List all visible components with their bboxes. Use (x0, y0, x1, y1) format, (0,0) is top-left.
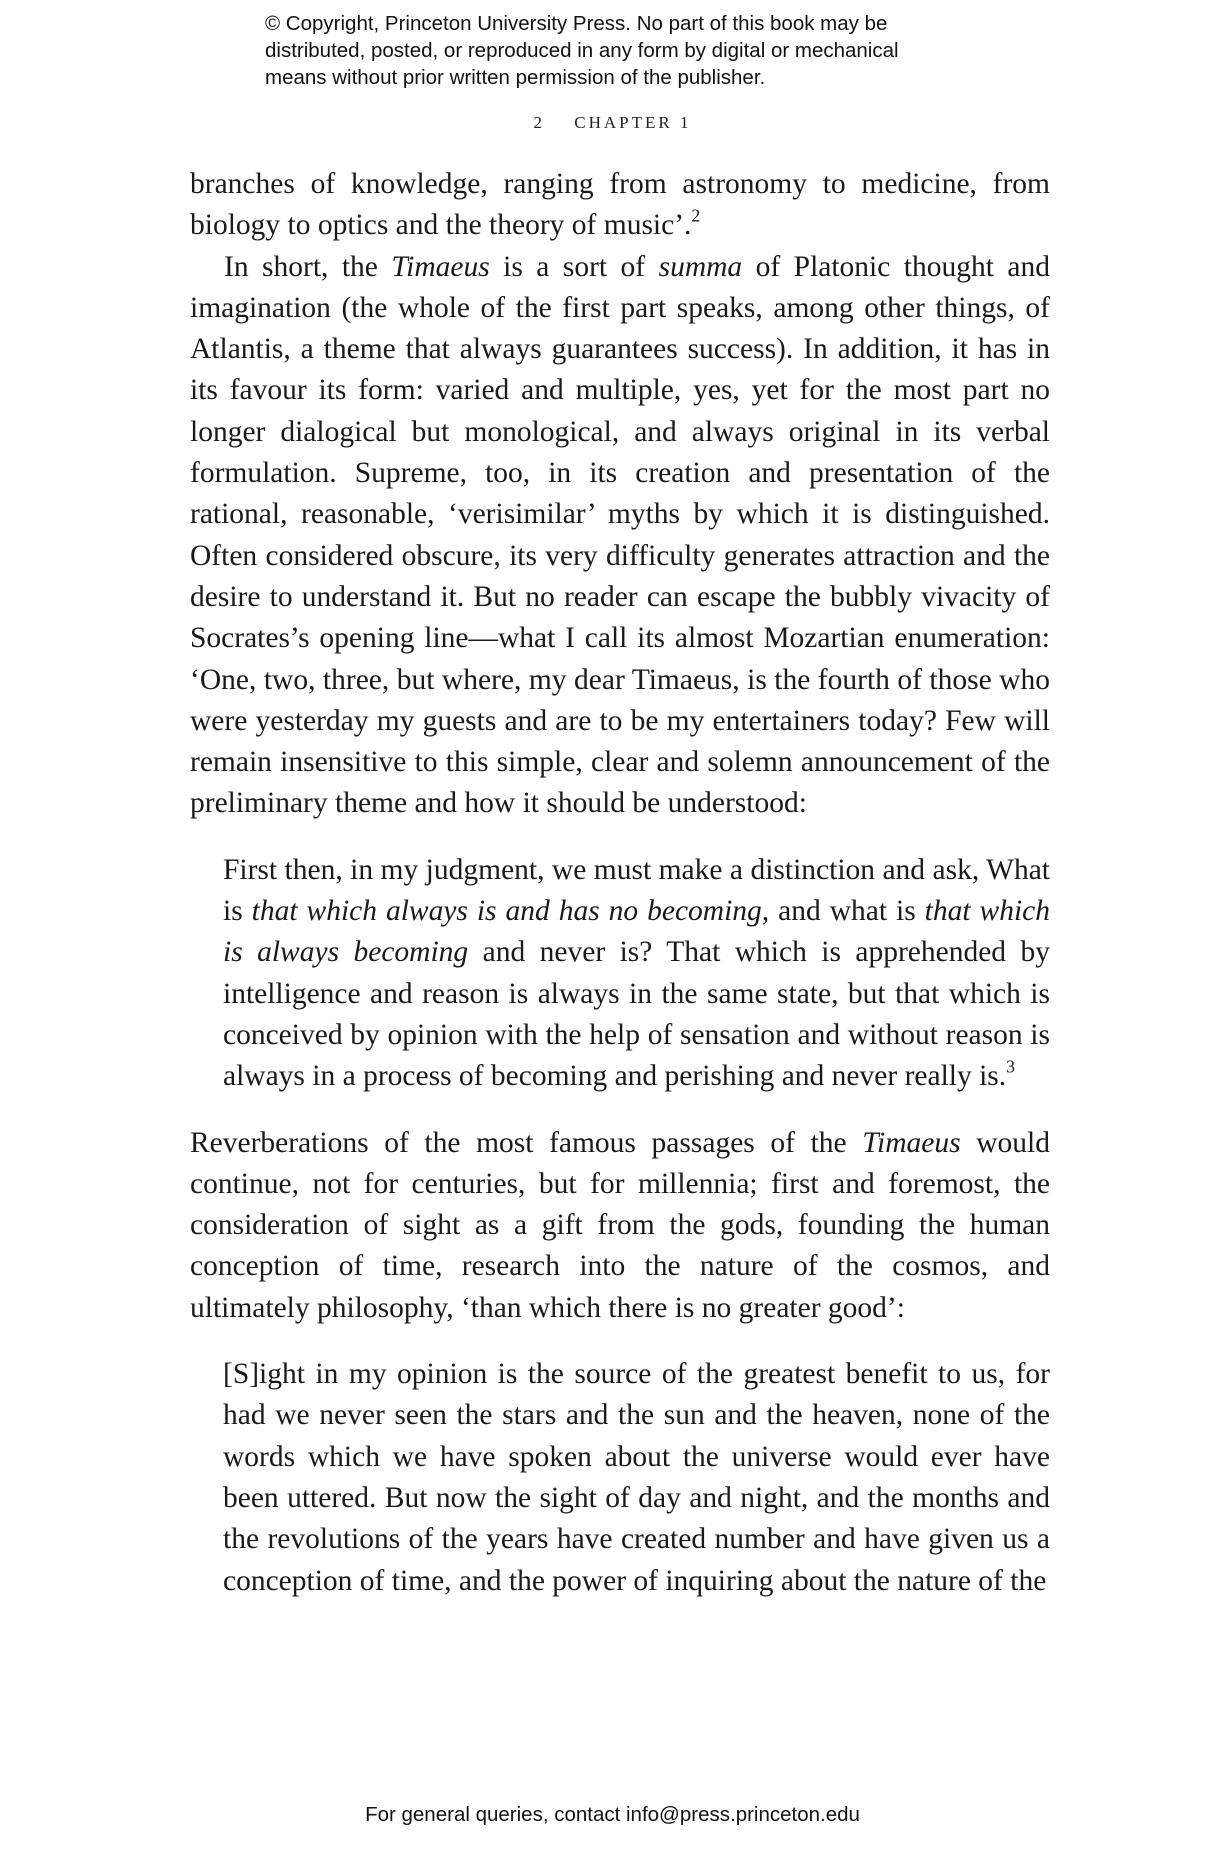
text-run: First then, in my judgment, we must make a distinction and ask, What is (223, 853, 1050, 928)
text-run: branches of knowledge, ranging from astronomy to medicine, from biology to optics and the theory of music’. (190, 168, 1050, 242)
footer-contact: For general queries, contact info@press.princeton.edu (365, 1803, 860, 1826)
page-number: 2 (533, 113, 546, 132)
page-body (190, 164, 1050, 1627)
italic-phrase: that which is always becoming (223, 895, 1050, 969)
footnote-marker: 2 (691, 205, 701, 226)
paragraph (190, 247, 1050, 825)
italic-term: summa (658, 250, 743, 283)
chapter-label: CHAPTER 1 (574, 113, 692, 132)
italic-title: Timaeus (391, 250, 490, 283)
italic-title: Timaeus (862, 1126, 961, 1159)
text-run: would continue, not for centuries, but for millennia; first and foremost, the consideration of sight as a gift from the gods, founding the human conception of time, research into the nature of the cosmos, and ultimately philosophy, ‘than which there is no greater good’: (190, 1126, 1051, 1324)
block-quote (223, 850, 1050, 1098)
italic-phrase: that which always is and has no becoming, (251, 895, 770, 928)
text-run: and what is (769, 895, 925, 928)
text-run: [S]ight in my opinion is the source of the greatest benefit to us, for had we never seen the stars and the sun and the heaven, none of the words which we have spoken about the universe would ever have been uttered. But now the sight of day and night, and the months and the revolutions of the years have created number and have given us a conception of time, and the power of inquiring about the nature of the (223, 1358, 1050, 1597)
copyright-notice (265, 10, 985, 91)
text-run: and never is? That which is apprehended by intelligence and reason is always in the same state, but that which is conceived by opinion with the help of sensation and without reason is always in a process of becoming and perishing and never really is. (223, 936, 1050, 1093)
paragraph (190, 1123, 1050, 1329)
text-run: is a sort of (489, 250, 659, 283)
running-head (0, 113, 1225, 133)
text-run: Reverberations of the most famous passages of the (190, 1126, 863, 1159)
block-quote (223, 1354, 1050, 1602)
footnote-marker: 3 (1006, 1056, 1015, 1077)
copyright-line: distributed, posted, or reproduced in any form by digital or mechanical (265, 39, 899, 62)
copyright-line: means without prior written permission of the publisher. (265, 66, 766, 89)
text-run: of Platonic thought and imagination (the whole of the first part speaks, among other things, of Atlantis, a theme that always guarantees success). In addition, it has in its favour its form: varied and multiple, yes, yet for the most part no longer dialogical but monological, and always original in its verbal formulation. Supreme, too, in its creation and presentation of the rational, reasonable, ‘verisimilar’ myths by which it is distinguished. Often considered obscure, its very difficulty generates attraction and the desire to understand it. But no reader can escape the bubbly vivacity of Socrates’s opening line—what I call its almost Mozartian enumeration: ‘One, two, three, but where, my dear Timaeus, is the fourth of those who were yesterday my guests and are to be my entertainers today? Few will remain insensitive to this simple, clear and solemn announcement of the preliminary theme and how it should be understood: (190, 250, 1050, 820)
paragraph-continued (190, 164, 1050, 247)
copyright-line: © Copyright, Princeton University Press. No part of this book may be (265, 12, 888, 35)
text-run: In short, the (224, 250, 392, 283)
